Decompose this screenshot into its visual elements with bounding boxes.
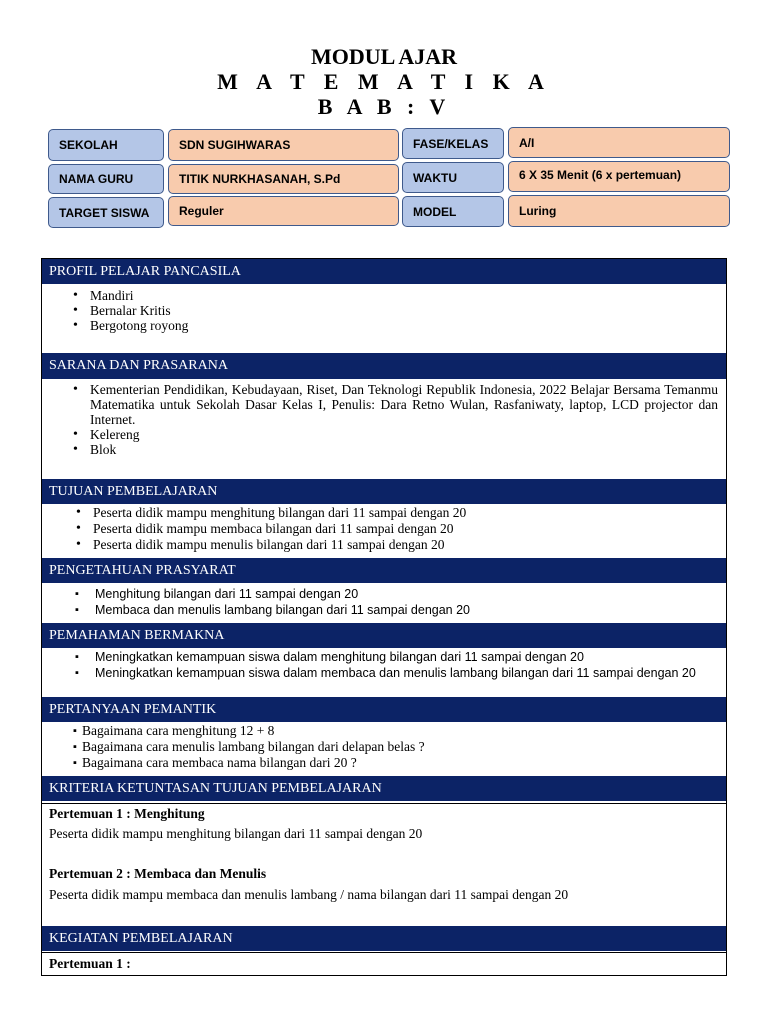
fase-label: FASE/KELAS — [402, 128, 504, 159]
title-subject: M A T E M A T I K A — [217, 69, 551, 94]
module-table — [41, 258, 727, 976]
list-item: • Kelereng — [90, 427, 718, 442]
pertemuan-2-text: Peserta didik mampu membaca dan menulis lambang / nama bilangan dari 11 sampai dengan 20 — [49, 887, 569, 902]
list-item: • Peserta didik mampu membaca bilangan dari 11 sampai dengan 20 — [93, 521, 726, 537]
section-header-pemantik: PERTANYAAN PEMANTIK — [42, 697, 726, 722]
list-item: ▪ Bagaimana cara menghitung 12 + 8 — [82, 723, 726, 739]
section-header-prasyarat: PENGETAHUAN PRASYARAT — [42, 558, 726, 583]
list-item: • Bernalar Kritis — [90, 303, 726, 318]
target-siswa-label: TARGET SISWA — [48, 197, 164, 228]
section-pemahaman — [42, 649, 726, 697]
sekolah-value: SDN SUGIHWARAS — [168, 129, 399, 161]
list-item: • Mandiri — [90, 288, 726, 303]
list-item: ▪ Membaca dan menulis lambang bilangan dari 11 sampai dengan 20 — [95, 602, 726, 618]
target-siswa-value: Reguler — [168, 196, 399, 226]
list-item: • Bergotong royong — [90, 318, 726, 333]
pertemuan-2-title: Pertemuan 2 : Membaca dan Menulis — [49, 866, 267, 881]
section-pemantik — [42, 723, 726, 777]
section-sarana — [42, 382, 726, 479]
waktu-label: WAKTU — [402, 162, 504, 193]
list-item: ▪ Bagaimana cara membaca nama bilangan dari 20 ? — [82, 755, 726, 771]
kegiatan-pertemuan-1-title: Pertemuan 1 : — [49, 956, 131, 971]
list-item: ▪ Bagaimana cara menulis lambang bilangan dari delapan belas ? — [82, 739, 726, 755]
section-header-profil: PROFIL PELAJAR PANCASILA — [42, 259, 726, 284]
nama-guru-value: TITIK NURKHASANAH, S.Pd — [168, 164, 399, 194]
title-chapter: B A B : V — [317, 94, 451, 119]
sekolah-label: SEKOLAH — [48, 129, 164, 161]
section-header-pemahaman: PEMAHAMAN BERMAKNA — [42, 623, 726, 648]
title-modul-ajar: MODUL AJAR — [310, 44, 458, 69]
fase-value: A/I — [508, 127, 730, 158]
list-item: • Peserta didik mampu menulis bilangan dari 11 sampai dengan 20 — [93, 537, 726, 553]
model-value: Luring — [508, 195, 730, 227]
section-kriteria — [42, 803, 726, 929]
model-label: MODEL — [402, 196, 504, 227]
section-kegiatan — [42, 952, 726, 975]
pertemuan-1-text: Peserta didik mampu menghitung bilangan dari 11 sampai dengan 20 — [49, 826, 423, 841]
section-header-sarana: SARANA DAN PRASARANA — [42, 353, 726, 379]
pertemuan-1-title: Pertemuan 1 : Menghitung — [49, 806, 205, 821]
list-item: • Blok — [90, 442, 718, 457]
section-header-kegiatan: KEGIATAN PEMBELAJARAN — [42, 926, 726, 951]
list-item: ▪ Menghitung bilangan dari 11 sampai dengan 20 — [95, 586, 726, 602]
section-tujuan — [42, 505, 726, 559]
list-item: • Peserta didik mampu menghitung bilangan dari 11 sampai dengan 20 — [93, 505, 726, 521]
section-header-tujuan: TUJUAN PEMBELAJARAN — [42, 479, 726, 504]
list-item: ▪ Meningkatkan kemampuan siswa dalam menghitung bilangan dari 11 sampai dengan 20 — [95, 649, 726, 665]
section-header-kriteria: KRITERIA KETUNTASAN TUJUAN PEMBELAJARAN — [42, 776, 726, 801]
section-profil — [42, 288, 726, 353]
list-item: ▪ Meningkatkan kemampuan siswa dalam membaca dan menulis lambang bilangan dari 11 sampai dengan 20 — [95, 665, 726, 681]
section-prasyarat — [42, 586, 726, 623]
waktu-value: 6 X 35 Menit (6 x pertemuan) — [508, 161, 730, 192]
list-item: • Kementerian Pendidikan, Kebudayaan, Riset, Dan Teknologi Republik Indonesia, 2022 Belajar Bersama Temanmu Matematika untuk Sekolah Dasar Kelas I, Penulis: Dara Retno Wulan, Rasfaniwaty, laptop, LCD projector dan Internet. — [90, 382, 718, 427]
nama-guru-label: NAMA GURU — [48, 164, 164, 194]
